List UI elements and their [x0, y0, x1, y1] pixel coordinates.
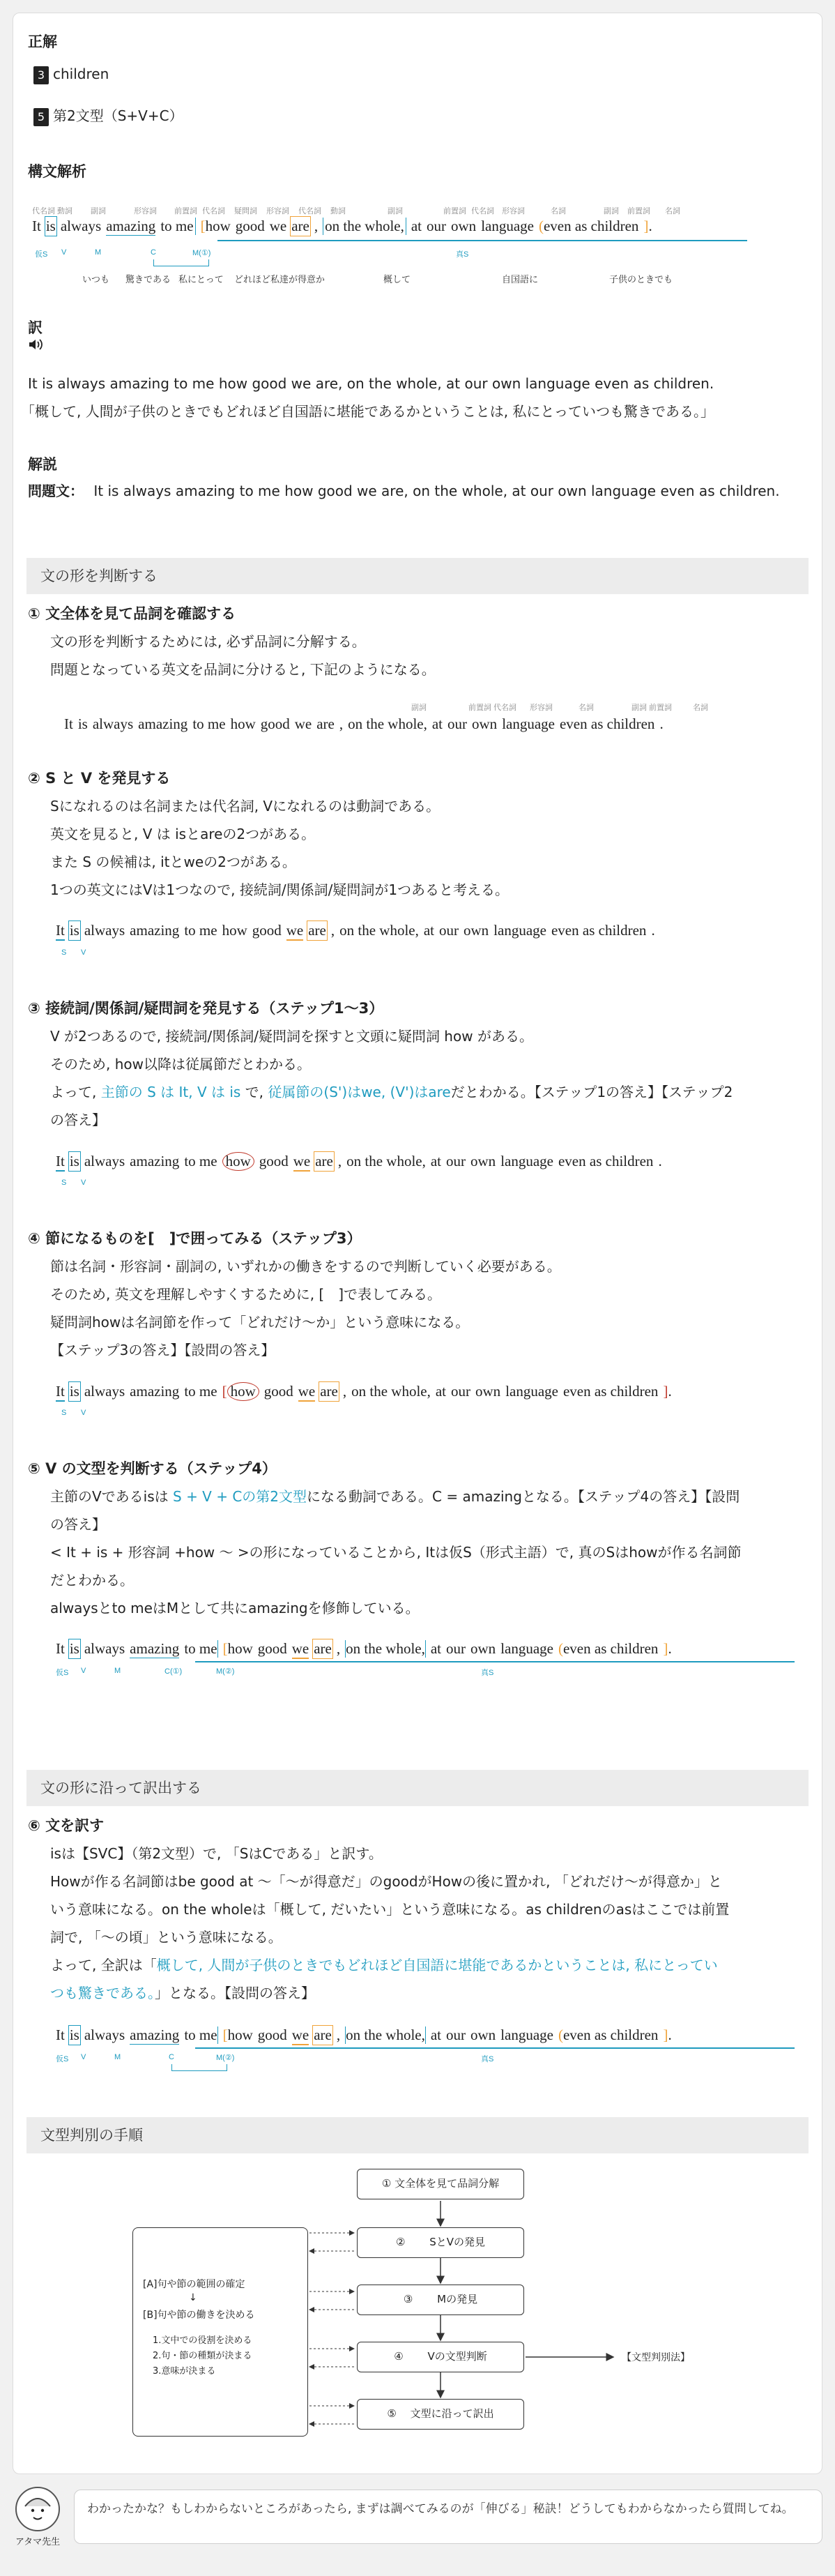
explanation-heading: 解説 [28, 456, 57, 473]
pos-label: 代名詞 [202, 207, 225, 215]
step-5-line: だとわかる。 [50, 1572, 134, 1589]
gloss: 自国語に [502, 275, 539, 285]
role-label: 仮S [35, 250, 48, 259]
step-2-title: ② S と V を発見する [28, 770, 171, 787]
step-6-line: よって, 全訳は「概して, 人間が子供のときでもどれほど自国語に堪能であるかということは, 私にとってい [50, 1957, 718, 1973]
answer-number-badge: 3 [33, 66, 49, 84]
word: . [648, 218, 652, 234]
pos-label: 代名詞 [471, 207, 494, 215]
word: at [411, 218, 422, 234]
answer-item-2 [33, 102, 183, 130]
word: on the whole, [323, 218, 406, 235]
word: good [235, 218, 265, 234]
step-1-line: 問題となっている英文を品詞に分けると, 下記のようになる。 [50, 661, 436, 678]
step-2-line: 英文を見ると, V は isとareの2つがある。 [50, 826, 316, 842]
word: our [427, 218, 447, 234]
flow-step-1: ① 文全体を見て品詞分解 [357, 2169, 524, 2199]
role-label: V [61, 248, 67, 257]
step-2-line: また S の候補は, itとweの2つがある。 [50, 854, 296, 870]
section-band-translate: 文の形に沿って訳出する [26, 1770, 809, 1806]
translation-heading: 訳 [28, 319, 43, 336]
pos-label: 動詞 [330, 207, 346, 215]
answer-text: children [53, 66, 109, 82]
syntax-diagram [28, 202, 795, 286]
pos-label: 形容詞 [134, 207, 157, 215]
flow-step-5: ⑤ 文型に沿って訳出 [357, 2399, 524, 2430]
answer-number-badge: 5 [33, 108, 49, 126]
step-6-sentence: It is always amazing to me [how good we are , on the whole, at our own language (even as children ]. 仮S V M C M(②) 真S [56, 2024, 822, 2073]
avatar-name: アタマ先生 [15, 2537, 61, 2547]
word: , [314, 218, 319, 234]
step-2-line: 1つの英文にはVは1つなので, 接続詞/関係詞/疑問詞が1つあると考える。 [50, 881, 510, 898]
step-1-sentence: 副詞 前置詞 代名詞 形容詞 名詞 副詞 前置詞 名詞 It is always amazing to me how good we are , on the whole, at our own language even as children . [64, 704, 708, 732]
pos-label: 名詞 [551, 207, 566, 215]
step-5-title: ⑤ V の文型を判断する（ステップ4） [28, 1460, 277, 1477]
pos-label: 副詞 [388, 207, 403, 215]
pos-label: 代名詞 [298, 207, 321, 215]
flow-detail-box: [A]句や節の範囲の確定 ↓ [B]句や節の働きを決める 1.文中での役割を決める 2.句・節の種類が決まる 3.意味が決まる [132, 2227, 308, 2437]
answer-heading: 正解 [28, 33, 57, 50]
step-1-title: ① 文全体を見て品詞を確認する [28, 605, 236, 622]
flow-step-2: ② SとVの発見 [357, 2227, 524, 2258]
step-2-line: Sになれるのは名詞または代名詞, Vになれるのは動詞である。 [50, 798, 441, 815]
teacher-face-icon [17, 2488, 59, 2530]
gloss: どれほど私達が得意か [234, 275, 325, 285]
syntax-heading: 構文解析 [28, 163, 86, 180]
step-3-line: そのため, how以降は従属節だとわかる。 [50, 1056, 311, 1073]
section-band-procedure: 文型判別の手順 [26, 2117, 809, 2153]
word: how [205, 218, 231, 234]
step-4-line: 疑問詞howは名詞節を作って「どれだけ〜か」という意味になる。 [50, 1314, 470, 1331]
pos-label: 名詞 [665, 207, 680, 215]
word: we [269, 218, 287, 234]
problem-line [28, 477, 780, 505]
step-5-line: の答え】 [50, 1516, 106, 1533]
step-4-line: 【ステップ3の答え】【設問の答え】 [50, 1342, 275, 1358]
translation-english: It is always amazing to me how good we are, on the whole, at our own language even as children. [28, 375, 714, 392]
syntax-sentence: It is always amazing to me [how good we are , on the whole, at our own language (even as children ]. [32, 218, 652, 234]
word: even as children [543, 218, 639, 234]
word: always [60, 218, 102, 234]
teacher-avatar [15, 2487, 60, 2531]
step-4-line: そのため, 英文を理解しやすくするために, [ ]で表してみる。 [50, 1286, 442, 1303]
step-6-title: ⑥ 文を訳す [28, 1817, 105, 1834]
gloss: 子供のときでも [609, 275, 673, 285]
gloss: 驚きである [125, 275, 171, 285]
step-3-line: の答え】 [50, 1112, 106, 1128]
step-6-line: つも驚きである。」となる。【設問の答え】 [50, 1985, 315, 2001]
pos-label: 副詞 [91, 207, 106, 215]
word: It [32, 218, 41, 234]
step-2-sentence: It is always amazing to me how good we are , on the whole, at our own language even as children . S V [56, 922, 655, 957]
gloss: 私にとって [178, 275, 224, 285]
step-4-line: 節は名詞・形容詞・副詞の, いずれかの働きをするので判断していく必要がある。 [50, 1258, 561, 1275]
step-5-line: < It + is + 形容詞 +how 〜 >の形になっていることから, Itは仮S（形式主語）で, 真のSはhowが作る名詞節 [50, 1544, 742, 1561]
step-5-line: 主節のVであるisは S + V + Cの第2文型になる動詞である。C = amazingとなる。【ステップ4の答え】【設問 [50, 1488, 740, 1505]
word-verb: are [291, 218, 309, 234]
problem-text: It is always amazing to me how good we are, on the whole, at our own language even as children. [93, 483, 780, 499]
step-3-line: よって, 主節の S は It, V は is で, 従属節の(S')はwe, (V')はareだとわかる。【ステップ1の答え】【ステップ2 [50, 1084, 733, 1100]
teacher-message: わかったかな？もしわからないところがあったら, まずは調べてみるのが「伸びる」秘訣！どうしてもわからなかったら質問してね。 [74, 2490, 822, 2544]
pos-label: 副詞 [604, 207, 619, 215]
role-label: C [151, 248, 156, 257]
step-3-sentence: It is always amazing to me how good we are , on the whole, at our own language even as children . S V [56, 1153, 662, 1187]
procedure-flowchart [125, 2162, 753, 2441]
step-1-line: 文の形を判断するためには, 必ず品詞に分解する。 [50, 633, 366, 650]
word: own [451, 218, 477, 234]
step-4-sentence: It is always amazing to me [ how good we are , on the whole, at our own language even as children ]. S V [56, 1383, 672, 1417]
step-6-line: いう意味になる。on the wholeは「概して, だいたい」という意味になる。as childrenのasはここでは前置 [50, 1901, 730, 1918]
gloss: 概して [383, 275, 411, 285]
section-band-judge: 文の形を判断する [26, 558, 809, 594]
problem-label: 問題文： [28, 483, 84, 499]
role-label: 真S [456, 250, 469, 259]
step-3-title: ③ 接続詞/関係詞/疑問詞を発見する（ステップ1〜3） [28, 1000, 384, 1017]
word: language [481, 218, 534, 234]
pos-label: 前置詞 [627, 207, 650, 215]
pos-label: 形容詞 [266, 207, 289, 215]
gloss: いつも [82, 275, 110, 285]
pos-label: 疑問詞 [234, 207, 257, 215]
pos-label: 動詞 [57, 207, 72, 215]
speaker-icon[interactable] [28, 338, 45, 351]
step-5-sentence: It is always amazing to me [how good we are , on the whole, at our own language (even as children ]. 仮S V M C(①) M(②) 真S [56, 1637, 822, 1686]
word: amazing [106, 218, 156, 234]
answer-text: 第2文型（S+V+C） [53, 107, 183, 124]
step-6-line: Howが作る名詞節はbe good at 〜「〜が得意だ」のgoodがHowの後に置かれ, 「どれだけ〜が得意か」と [50, 1873, 722, 1890]
pos-label: 前置詞 [443, 207, 466, 215]
step-4-title: ④ 節になるものを[ ]で囲ってみる（ステップ3） [28, 1230, 362, 1247]
flow-step-4: ④ Vの文型判断 [357, 2342, 524, 2372]
flow-method-label: 【文型判別法】 [622, 2352, 690, 2363]
role-label: M(①) [192, 249, 211, 257]
word-verb: is [45, 218, 56, 234]
modifier-arrow [153, 259, 209, 266]
role-label: M [95, 248, 102, 257]
step-6-line: isは【SVC】（第2文型）で, 「SはCである」と訳す。 [50, 1845, 383, 1862]
step-5-line: alwaysとto meはMとして共にamazingを修飾している。 [50, 1600, 420, 1616]
flow-step-3: ③ Mの発見 [357, 2285, 524, 2315]
pos-label: 前置詞 [174, 207, 197, 215]
pos-label: 代名詞 [32, 207, 55, 215]
translation-japanese: 「概して, 人間が子供のときでもどれほど自国語に堪能であるかということは, 私にとっていつも驚きである。」 [21, 403, 715, 420]
subject-underline [217, 240, 747, 241]
word: to me [160, 218, 195, 235]
step-6-line: 詞で, 「〜の頃」という意味になる。 [50, 1929, 282, 1946]
step-3-line: V が2つあるので, 接続詞/関係詞/疑問詞を探すと文頭に疑問詞 how がある。 [50, 1028, 533, 1045]
pos-label: 形容詞 [502, 207, 525, 215]
answer-item-1 [33, 60, 109, 88]
